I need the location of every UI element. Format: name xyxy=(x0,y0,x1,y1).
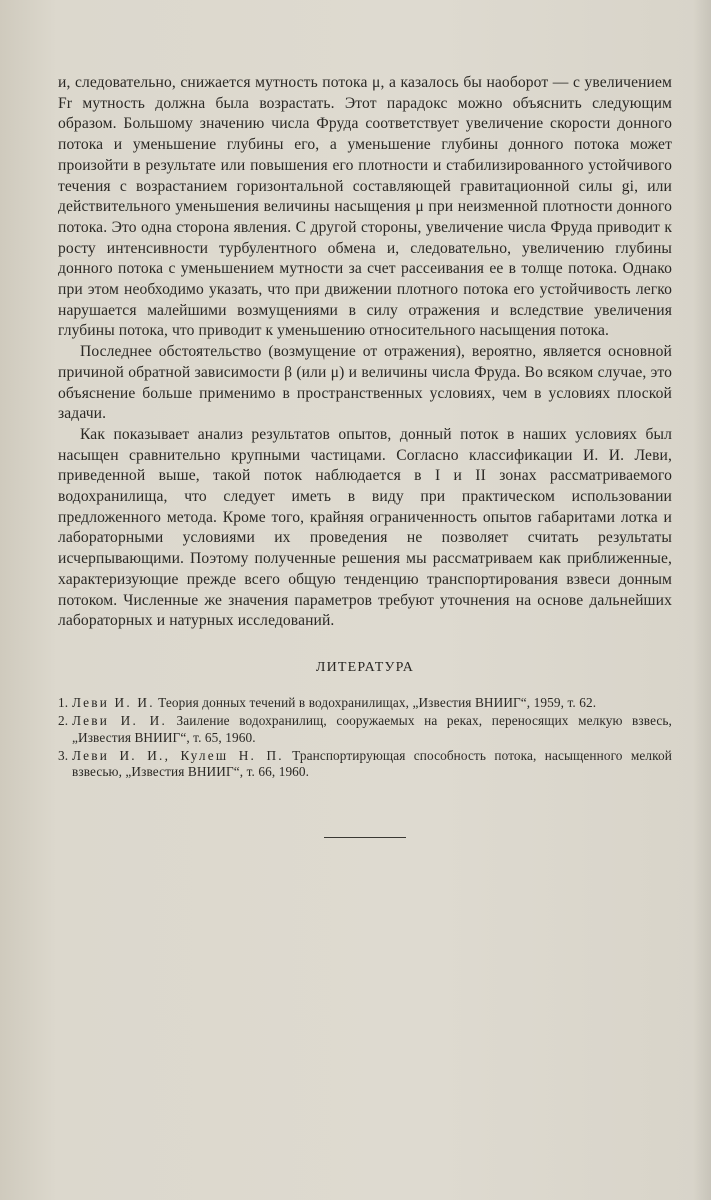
paragraph-1: и, следовательно, снижается мутность потока μ, а казалось бы наоборот — с увеличением Fr мутность должна была возрастать. Этот парадокс можно объяснить следующим образом. Большому значению числа Фруда соответствует увеличение скорости донного потока и уменьшение глубины его, а уменьшение глубины донного потока может произойти в результате или повышения его плотности и стабилизированного устойчивого течения с возрастанием горизонтальной составляющей гравитационной силы gi, или действительного уменьшения величины насыщения μ при неизменной плотности донного потока. Это одна сторона явления. С другой стороны, увеличение числа Фруда приводит к росту интенсивности турбулентного обмена и, следовательно, увеличению глубины донного потока с уменьшением мутности за счет рассеивания ее в толще потока. Однако при этом необходимо указать, что при движении плотного потока его устойчивость легко нарушается малейшими возмущениями в силу отражения и вследствие увеличения глубины потока, что приводит к уменьшению относительного насыщения потока. xyxy=(58,74,672,340)
paragraph-3: Как показывает анализ результатов опытов, донный поток в наших условиях был насыщен сравнительно крупными частицами. Согласно классификации И. И. Леви, приведенной выше, такой поток наблюдается в I и II зонах рассматриваемого водохранилища, что следует иметь в виду при практическом использовании предложенного метода. Кроме того, крайняя ограниченность опытов габаритами лотка и лабораторными условиями их проведения не позволяет считать результаты исчерпывающими. Поэтому полученные решения мы рассматриваем как приближенные, характеризующие прежде всего общую тенденцию транспортирования взвеси донным потоком. Численные же значения параметров требуют уточнения на основе дальнейших лабораторных и натурных исследований. xyxy=(58,425,672,630)
reference-text: Заиление водохранилищ, сооружаемых на реках, переносящих мелкую взвесь, „Известия ВНИИГ“, т. 65, 1960. xyxy=(72,713,672,745)
reference-authors: Леви И. И. xyxy=(72,713,167,729)
references-list xyxy=(58,695,672,781)
reference-item-1 xyxy=(58,695,672,711)
reference-item-2 xyxy=(58,713,672,746)
page-content xyxy=(58,73,672,838)
reference-number: 3. xyxy=(58,747,69,763)
reference-text: Теория донных течений в водохранилищах, „Известия ВНИИГ“, 1959, т. 62. xyxy=(154,694,597,710)
reference-item-3 xyxy=(58,748,672,781)
reference-authors: Леви И. И. xyxy=(72,694,155,710)
paragraph-2: Последнее обстоятельство (возмущение от отражения), вероятно, является основной причиной обратной зависимости β (или μ) и величины числа Фруда. Во всяком случае, это объяснение больше применимо в пространственных условиях, чем в условиях плоской задачи. xyxy=(58,343,672,423)
reference-number: 2. xyxy=(58,713,69,729)
references-heading: ЛИТЕРАТУРА xyxy=(315,659,415,675)
reference-number: 1. xyxy=(58,694,69,710)
reference-text: Транспортирующая способность потока, насыщенного мелкой взвесью, „Известия ВНИИГ“, т. 66, 1960. xyxy=(72,747,672,780)
reference-body xyxy=(72,695,672,711)
reference-body xyxy=(72,748,672,781)
reference-body xyxy=(72,713,672,746)
reference-authors: Леви И. И., Кулеш Н. П. xyxy=(72,747,284,763)
section-divider xyxy=(324,837,406,838)
